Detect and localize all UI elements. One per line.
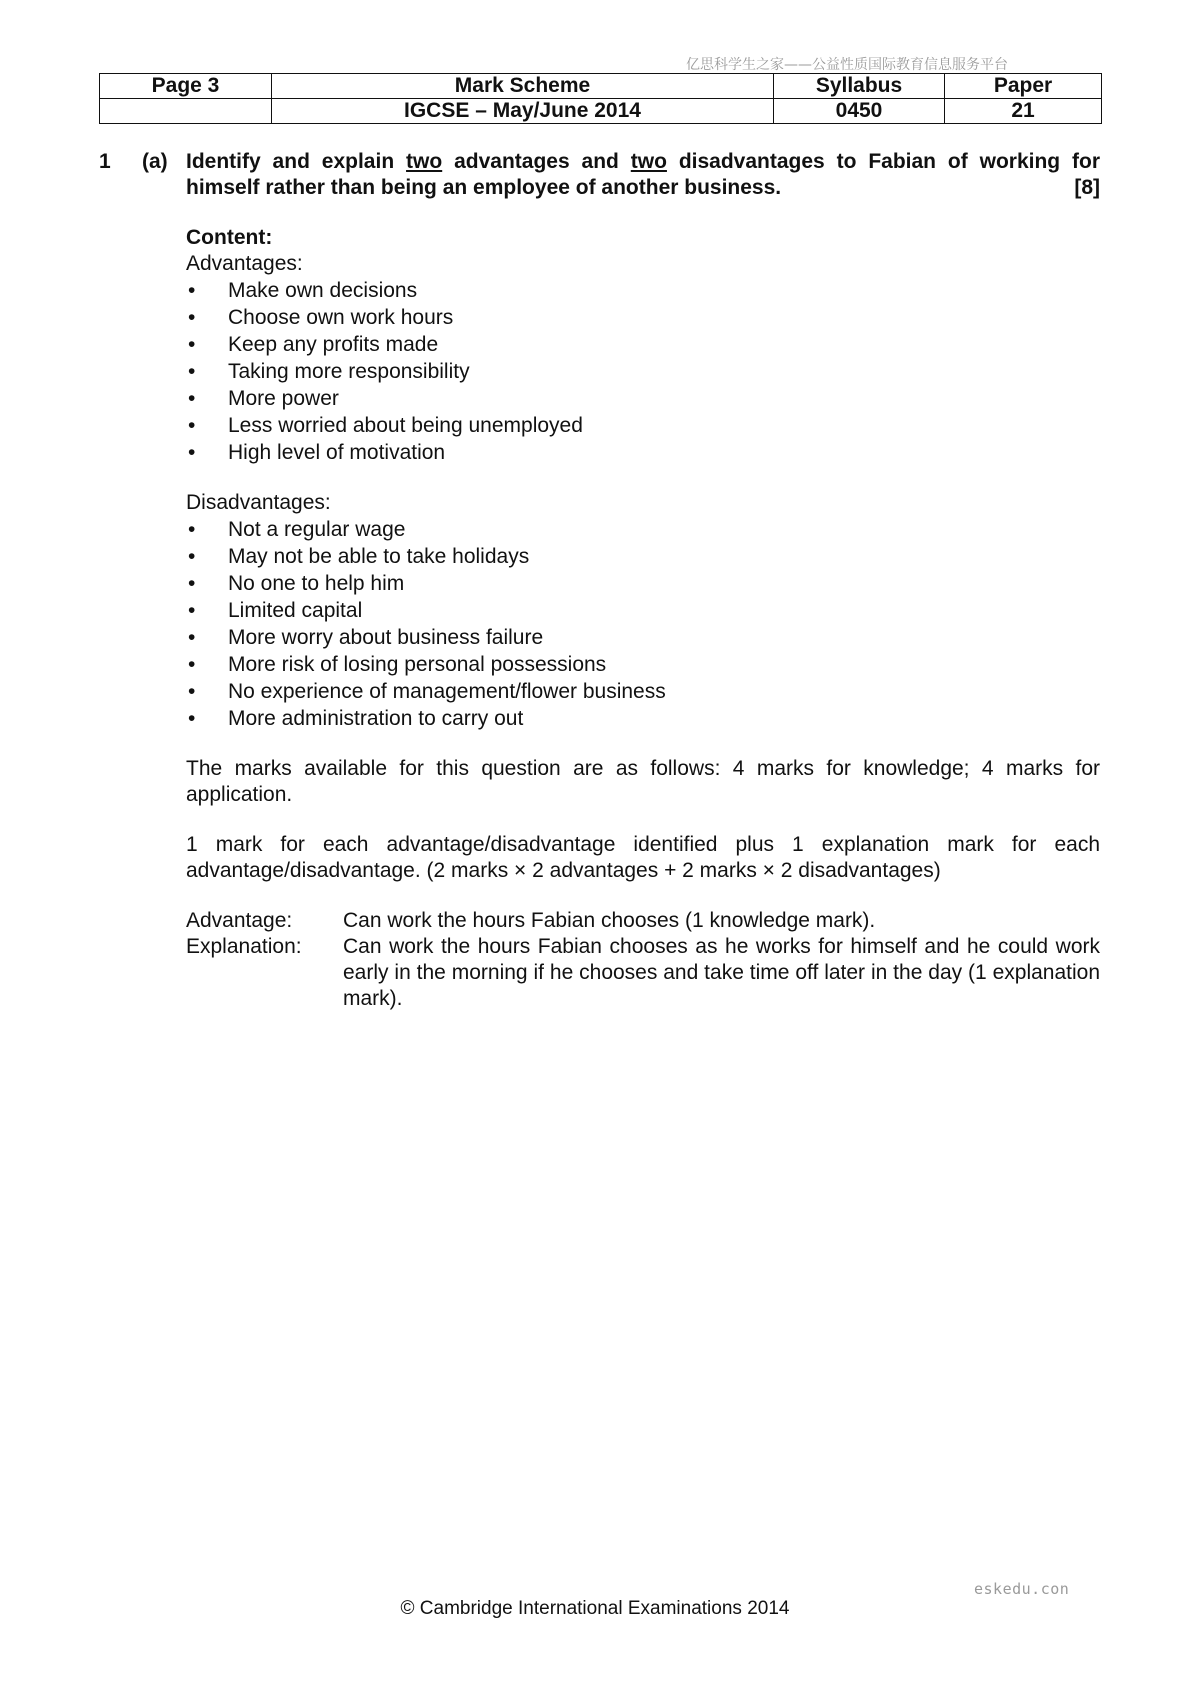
question-marks: [8] [1074,176,1100,199]
header-row-1 [100,74,1102,99]
list-item: • High level of motivation [188,441,446,464]
mark-allocation-paragraph: 1 mark for each advantage/disadvantage identified plus 1 explanation mark for each advantage/disadvantage. (2 marks × 2 advantages + 2 marks × 2 disadvantages) [186,833,1100,882]
header-syllabus-code: 0450 [774,99,945,124]
advantages-list [186,277,1100,466]
example-advantage-row [186,908,1100,934]
bullet-icon: • [188,599,196,622]
bullet-icon: • [188,441,196,464]
underline-two-a: two [406,150,443,173]
list-item: • Limited capital [188,599,363,622]
marks-available-paragraph: The marks available for this question are as follows: 4 marks for knowledge; 4 marks for application. [186,757,1100,806]
list-item: • May not be able to take holidays [188,545,530,568]
advantage-label: Advantage: [186,909,293,932]
bullet-icon: • [188,626,196,649]
list-item: • More administration to carry out [188,707,524,730]
disadvantages-list [186,516,1100,732]
bullet-icon: • [188,279,196,302]
content-heading: Content: [186,226,273,249]
bullet-icon: • [188,360,196,383]
bullet-icon: • [188,387,196,410]
watermark-top: 亿思科学生之家——公益性质国际教育信息服务平台 [686,57,1008,73]
footer-copyright: © Cambridge International Examinations 2014 [400,1598,790,1619]
underline-two-b: two [630,150,667,173]
header-page: Page 3 [100,74,272,99]
question-text: Identify and explain two advantages and two disadvantages to Fabian of working for himself rather than being an employee of another business. [8] [186,150,1101,199]
bullet-icon: • [188,653,196,676]
explanation-text: Can work the hours Fabian chooses as he works for himself and he could work early in the morning if he chooses and take time off later in the day (1 explanation mark). [343,935,1100,1010]
header-syllabus: Syllabus [774,74,945,99]
advantage-text: Can work the hours Fabian chooses (1 knowledge mark). [343,909,876,932]
list-item: • More worry about business failure [188,626,544,649]
header-row-2 [100,99,1102,124]
list-item: • Choose own work hours [188,306,454,329]
example-explanation-row [186,934,1100,1012]
bullet-icon: • [188,333,196,356]
header-paper: Paper [945,74,1102,99]
bullet-icon: • [188,680,196,703]
explanation-label: Explanation: [186,935,302,958]
header-exam: IGCSE – May/June 2014 [272,99,774,124]
list-item: • More risk of losing personal possessions [188,653,607,676]
question-number: 1 [99,150,111,173]
list-item: • Not a regular wage [188,518,406,541]
bullet-icon: • [188,306,196,329]
list-item: • Less worried about being unemployed [188,414,583,437]
question-part: (a) [142,150,168,173]
header-blank [100,99,272,124]
bullet-icon: • [188,707,196,730]
list-item: • Taking more responsibility [188,360,470,383]
bullet-icon: • [188,414,196,437]
list-item: • Keep any profits made [188,333,439,356]
bullet-icon: • [188,572,196,595]
header-table [99,73,1102,124]
answer-body [186,225,1100,1012]
advantages-label: Advantages: [186,252,303,275]
disadvantages-label: Disadvantages: [186,491,331,514]
header-paper-number: 21 [945,99,1102,124]
header-mark-scheme: Mark Scheme [272,74,774,99]
list-item: • Make own decisions [188,279,418,302]
list-item: • No one to help him [188,572,405,595]
watermark-bottom: eskedu.con [974,1580,1070,1598]
list-item: • More power [188,387,339,410]
bullet-icon: • [188,545,196,568]
list-item: • No experience of management/flower business [188,680,666,703]
bullet-icon: • [188,518,196,541]
